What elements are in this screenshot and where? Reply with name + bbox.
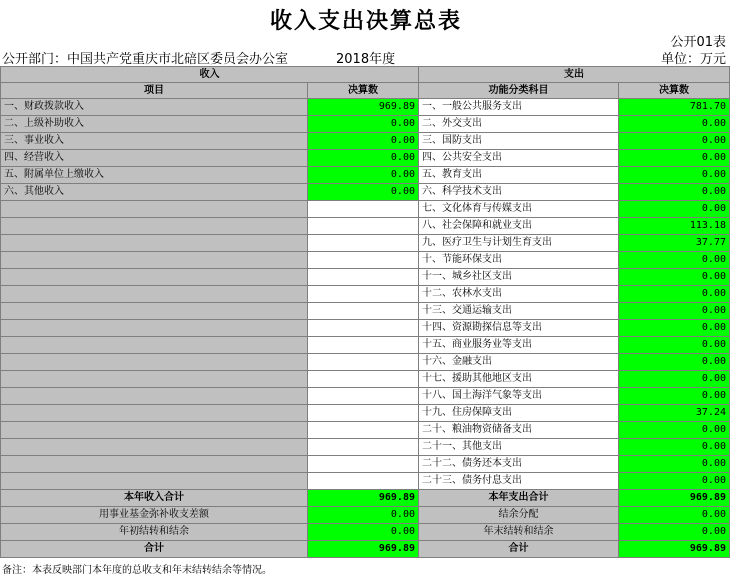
summary-income-value: 969.89 — [308, 541, 419, 558]
income-item-label: 五、附属单位上缴收入 — [1, 167, 308, 184]
income-item-label — [1, 439, 308, 456]
expense-item-label: 五、教育支出 — [419, 167, 619, 184]
table-row — [1, 184, 730, 201]
income-item-label: 一、财政拨款收入 — [1, 99, 308, 116]
summary-expense-value: 969.89 — [619, 490, 730, 507]
summary-expense-label: 合计 — [419, 541, 619, 558]
income-item-label: 四、经营收入 — [1, 150, 308, 167]
summary-income-label: 用事业基金弥补收支差额 — [1, 507, 308, 524]
expense-item-value: 0.00 — [619, 167, 730, 184]
income-item-value: 0.00 — [308, 133, 419, 150]
income-item-value — [308, 303, 419, 320]
income-item-value: 0.00 — [308, 184, 419, 201]
expense-item-label: 十四、资源勘探信息等支出 — [419, 320, 619, 337]
table-row — [1, 456, 730, 473]
expense-item-value: 0.00 — [619, 133, 730, 150]
summary-income-value: 969.89 — [308, 490, 419, 507]
expense-item-value: 0.00 — [619, 388, 730, 405]
table-row — [1, 201, 730, 218]
form-code: 公开01表 — [670, 35, 726, 50]
expense-item-label: 八、社会保障和就业支出 — [419, 218, 619, 235]
table-row — [1, 354, 730, 371]
income-item-label — [1, 422, 308, 439]
summary-income-label: 本年收入合计 — [1, 490, 308, 507]
income-item-value — [308, 286, 419, 303]
expense-item-value: 0.00 — [619, 320, 730, 337]
table-row — [1, 269, 730, 286]
income-item-value — [308, 235, 419, 252]
expense-item-label: 十三、交通运输支出 — [419, 303, 619, 320]
income-item-label — [1, 252, 308, 269]
table-row — [1, 473, 730, 490]
table-row — [1, 252, 730, 269]
table-row — [1, 116, 730, 133]
income-item-value: 0.00 — [308, 150, 419, 167]
expense-item-value: 0.00 — [619, 252, 730, 269]
table-row — [1, 218, 730, 235]
summary-income-label: 合计 — [1, 541, 308, 558]
summary-expense-label: 结余分配 — [419, 507, 619, 524]
expense-section-header: 支出 — [419, 67, 730, 83]
income-item-value — [308, 337, 419, 354]
expense-item-value: 113.18 — [619, 218, 730, 235]
expense-item-value: 0.00 — [619, 354, 730, 371]
expense-item-value: 37.24 — [619, 405, 730, 422]
income-item-value — [308, 269, 419, 286]
income-item-label: 三、事业收入 — [1, 133, 308, 150]
budget-table — [0, 66, 730, 558]
expense-item-label: 二十三、债务付息支出 — [419, 473, 619, 490]
summary-income-value: 0.00 — [308, 524, 419, 541]
income-item-value — [308, 439, 419, 456]
expense-item-label: 二十、粮油物资储备支出 — [419, 422, 619, 439]
summary-income-label: 年初结转和结余 — [1, 524, 308, 541]
expense-item-label: 十六、金融支出 — [419, 354, 619, 371]
summary-row — [1, 524, 730, 541]
summary-income-value: 0.00 — [308, 507, 419, 524]
income-item-value — [308, 252, 419, 269]
income-item-value: 0.00 — [308, 167, 419, 184]
table-row — [1, 422, 730, 439]
expense-item-label: 二十一、其他支出 — [419, 439, 619, 456]
income-item-value — [308, 405, 419, 422]
table-row — [1, 405, 730, 422]
income-item-value — [308, 473, 419, 490]
summary-row — [1, 541, 730, 558]
footnote: 备注：本表反映部门本年度的总收支和年末结转结余等情况。 — [2, 565, 272, 576]
income-item-label — [1, 337, 308, 354]
expense-item-value: 0.00 — [619, 422, 730, 439]
income-item-value — [308, 218, 419, 235]
summary-expense-value: 0.00 — [619, 524, 730, 541]
income-item-label: 六、其他收入 — [1, 184, 308, 201]
summary-row — [1, 507, 730, 524]
table-row — [1, 388, 730, 405]
expense-item-label: 十八、国土海洋气象等支出 — [419, 388, 619, 405]
table-row — [1, 371, 730, 388]
income-item-label — [1, 473, 308, 490]
expense-item-label: 十七、援助其他地区支出 — [419, 371, 619, 388]
income-item-label — [1, 269, 308, 286]
table-row — [1, 150, 730, 167]
income-item-label — [1, 320, 308, 337]
income-item-label — [1, 456, 308, 473]
table-row — [1, 439, 730, 456]
expense-item-value: 0.00 — [619, 371, 730, 388]
expense-item-label: 十、节能环保支出 — [419, 252, 619, 269]
table-row — [1, 303, 730, 320]
unit-label: 单位：万元 — [660, 52, 726, 67]
income-item-label — [1, 405, 308, 422]
expense-item-value: 0.00 — [619, 116, 730, 133]
table-row — [1, 337, 730, 354]
item-column-header: 项目 — [1, 83, 308, 99]
expense-item-value: 0.00 — [619, 184, 730, 201]
expense-item-value: 0.00 — [619, 269, 730, 286]
table-row — [1, 167, 730, 184]
income-item-label — [1, 235, 308, 252]
summary-row — [1, 490, 730, 507]
expense-item-value: 0.00 — [619, 286, 730, 303]
expense-item-value: 0.00 — [619, 473, 730, 490]
summary-expense-label: 本年支出合计 — [419, 490, 619, 507]
summary-expense-value: 969.89 — [619, 541, 730, 558]
income-item-label — [1, 303, 308, 320]
table-row — [1, 320, 730, 337]
year-label: 2018年度 — [336, 52, 396, 67]
income-item-label — [1, 201, 308, 218]
income-item-label — [1, 388, 308, 405]
table-row — [1, 286, 730, 303]
func-class-column-header: 功能分类科目 — [419, 83, 619, 99]
expense-item-label: 三、国防支出 — [419, 133, 619, 150]
expense-item-label: 七、文化体育与传媒支出 — [419, 201, 619, 218]
income-item-value — [308, 388, 419, 405]
expense-item-value: 0.00 — [619, 201, 730, 218]
expense-item-label: 十一、城乡社区支出 — [419, 269, 619, 286]
department-label: 公开部门：中国共产党重庆市北碚区委员会办公室 — [2, 52, 289, 67]
income-item-value — [308, 354, 419, 371]
expense-item-value: 0.00 — [619, 456, 730, 473]
income-item-value — [308, 201, 419, 218]
income-item-value — [308, 371, 419, 388]
income-section-header: 收入 — [1, 67, 419, 83]
income-item-value: 969.89 — [308, 99, 419, 116]
expense-item-label: 六、科学技术支出 — [419, 184, 619, 201]
income-item-label: 二、上级补助收入 — [1, 116, 308, 133]
expense-item-label: 十二、农林水支出 — [419, 286, 619, 303]
income-item-label — [1, 371, 308, 388]
expense-item-value: 0.00 — [619, 439, 730, 456]
table-row — [1, 99, 730, 116]
income-item-label — [1, 286, 308, 303]
expense-item-label: 二十二、债务还本支出 — [419, 456, 619, 473]
summary-expense-value: 0.00 — [619, 507, 730, 524]
expense-item-label: 一、一般公共服务支出 — [419, 99, 619, 116]
summary-expense-label: 年末结转和结余 — [419, 524, 619, 541]
income-item-value — [308, 320, 419, 337]
expense-item-value: 0.00 — [619, 303, 730, 320]
expense-item-value: 781.70 — [619, 99, 730, 116]
expense-item-label: 十九、住房保障支出 — [419, 405, 619, 422]
expense-item-value: 37.77 — [619, 235, 730, 252]
income-item-value: 0.00 — [308, 116, 419, 133]
expense-item-label: 四、公共安全支出 — [419, 150, 619, 167]
table-row — [1, 133, 730, 150]
expense-item-label: 十五、商业服务业等支出 — [419, 337, 619, 354]
expense-item-value: 0.00 — [619, 150, 730, 167]
expense-item-label: 二、外交支出 — [419, 116, 619, 133]
income-item-label — [1, 354, 308, 371]
income-item-label — [1, 218, 308, 235]
amount-column-header: 决算数 — [308, 83, 419, 99]
expense-item-value: 0.00 — [619, 337, 730, 354]
income-item-value — [308, 456, 419, 473]
page-title: 收入支出决算总表 — [269, 9, 462, 34]
amount-column-header: 决算数 — [619, 83, 730, 99]
expense-item-label: 九、医疗卫生与计划生育支出 — [419, 235, 619, 252]
income-item-value — [308, 422, 419, 439]
table-row — [1, 235, 730, 252]
